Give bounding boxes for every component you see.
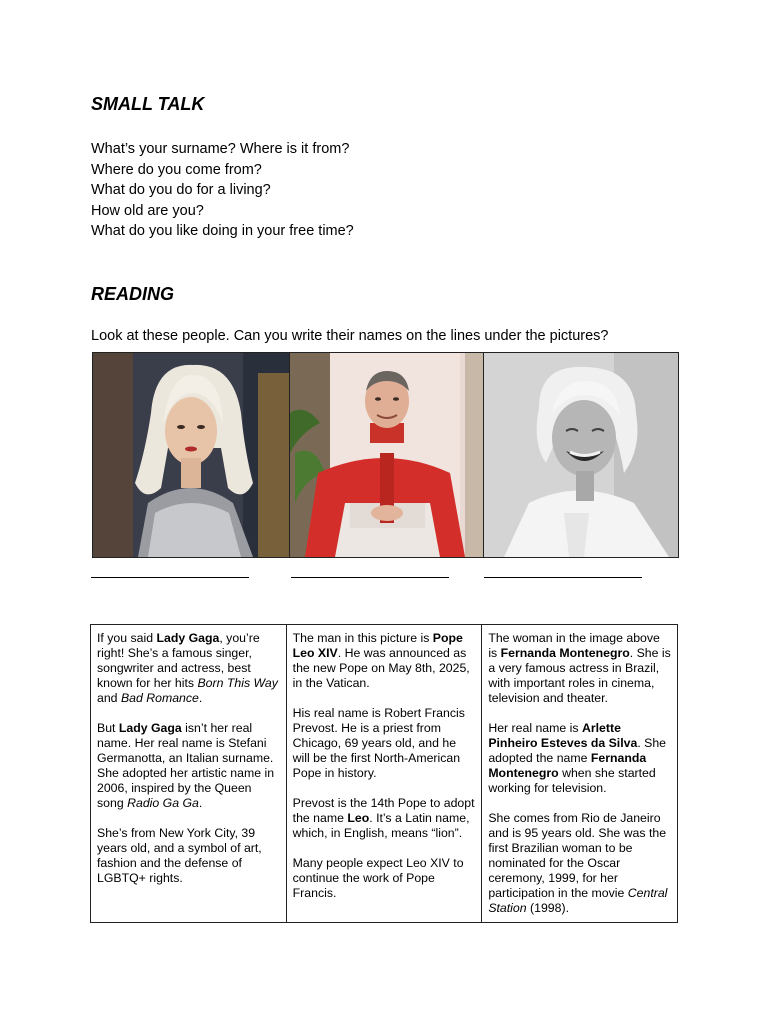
reading-instructions: Look at these people. Can you write their names on the lines under the pictures? bbox=[91, 328, 609, 344]
text-run: when she started working for television. bbox=[488, 766, 656, 795]
reading-paragraph bbox=[293, 706, 476, 781]
text-run: She comes from Rio de Janeiro and is 95 years old. She was the first Brazilian woman to be nominated for the Oscar ceremony, 1999, for her participation in the movie bbox=[488, 811, 667, 900]
text-run: The man in this picture is bbox=[292, 631, 433, 645]
bold-text: Pope Leo XIV bbox=[292, 631, 463, 660]
bold-text: Leo bbox=[347, 811, 370, 825]
reading-table-row bbox=[91, 625, 678, 923]
reading-paragraph bbox=[293, 796, 476, 841]
reading-paragraph bbox=[488, 721, 671, 796]
text-run: His real name is Robert Francis Prevost. He is a priest from Chicago, 69 years old, and he will be the first North-American Pope in history. bbox=[292, 706, 465, 780]
text-run: Many people expect Leo XIV to continue the work of Pope Francis. bbox=[292, 856, 464, 900]
bold-text: Fernanda Montenegro bbox=[488, 751, 647, 780]
photo-pope-image bbox=[290, 353, 483, 557]
photo-strip bbox=[92, 352, 679, 558]
photo-actress-image bbox=[484, 353, 678, 557]
text-run: , you’re right! She’s a famous singer, songwriter and actress, best known for her hits bbox=[97, 631, 260, 690]
text-run: . She is a very famous actress in Brazil, with important roles in cinema, television and theater. bbox=[488, 646, 671, 705]
text-run: The woman in the image above is bbox=[488, 631, 660, 660]
small-talk-questions bbox=[91, 139, 354, 242]
question-item: What’s your surname? Where is it from? bbox=[91, 141, 350, 157]
text-run: . She adopted the name bbox=[488, 736, 667, 765]
italic-text: Born This Way bbox=[197, 676, 278, 690]
reading-paragraph bbox=[488, 811, 671, 916]
bold-text: Arlette Pinheiro Esteves da Silva bbox=[488, 721, 638, 750]
photo-actress bbox=[483, 353, 678, 557]
question-item: What do you do for a living? bbox=[91, 182, 271, 199]
text-run: . He was announced as the new Pope on May 8th, 2025, in the Vatican. bbox=[292, 646, 470, 690]
reading-column bbox=[286, 625, 482, 923]
reading-heading: READING bbox=[91, 284, 175, 304]
text-run: and bbox=[97, 691, 121, 705]
small-talk-heading: SMALL TALK bbox=[91, 94, 205, 114]
reading-paragraph bbox=[293, 856, 476, 901]
question-item: How old are you? bbox=[91, 202, 204, 219]
bold-text: Fernanda Montenegro bbox=[500, 646, 630, 660]
text-run: (1998). bbox=[526, 901, 569, 915]
answer-line-2[interactable] bbox=[291, 577, 449, 578]
photo-pope bbox=[289, 353, 483, 557]
answer-line-1[interactable] bbox=[91, 577, 249, 578]
bold-text: Lady Gaga bbox=[156, 631, 220, 645]
reading-paragraph bbox=[97, 721, 280, 811]
reading-paragraph bbox=[293, 631, 476, 691]
answer-line-3[interactable] bbox=[484, 577, 642, 578]
text-run: Her real name is bbox=[488, 721, 582, 735]
photo-singer bbox=[93, 353, 289, 557]
reading-column bbox=[91, 625, 287, 923]
reading-table bbox=[90, 624, 678, 923]
text-run: . bbox=[198, 796, 203, 810]
text-run: . bbox=[198, 691, 203, 705]
text-run: isn’t her real name. Her real name is Stefani Germanotta, an Italian surname. She adopted her artistic name in 2006, inspired by the Queen song bbox=[97, 721, 275, 810]
text-run: . It’s a Latin name, which, in English, means “lion”. bbox=[292, 811, 470, 840]
text-run: Prevost is the 14th Pope to adopt the name bbox=[292, 796, 475, 825]
italic-text: Central Station bbox=[488, 886, 668, 915]
text-run: She’s from New York City, 39 years old, and a symbol of art, fashion and the defense of LGBTQ+ rights. bbox=[97, 826, 262, 885]
bold-text: Lady Gaga bbox=[118, 721, 182, 735]
reading-paragraph bbox=[488, 631, 671, 706]
italic-text: Bad Romance bbox=[120, 691, 199, 705]
reading-paragraph bbox=[97, 631, 280, 706]
italic-text: Radio Ga Ga bbox=[127, 796, 199, 810]
reading-paragraph bbox=[97, 826, 280, 886]
reading-column bbox=[482, 625, 678, 923]
question-item: What do you like doing in your free time? bbox=[91, 223, 354, 240]
question-item: Where do you come from? bbox=[91, 161, 262, 178]
text-run: But bbox=[97, 721, 119, 735]
text-run: If you said bbox=[97, 631, 157, 645]
photo-singer-image bbox=[93, 353, 289, 557]
